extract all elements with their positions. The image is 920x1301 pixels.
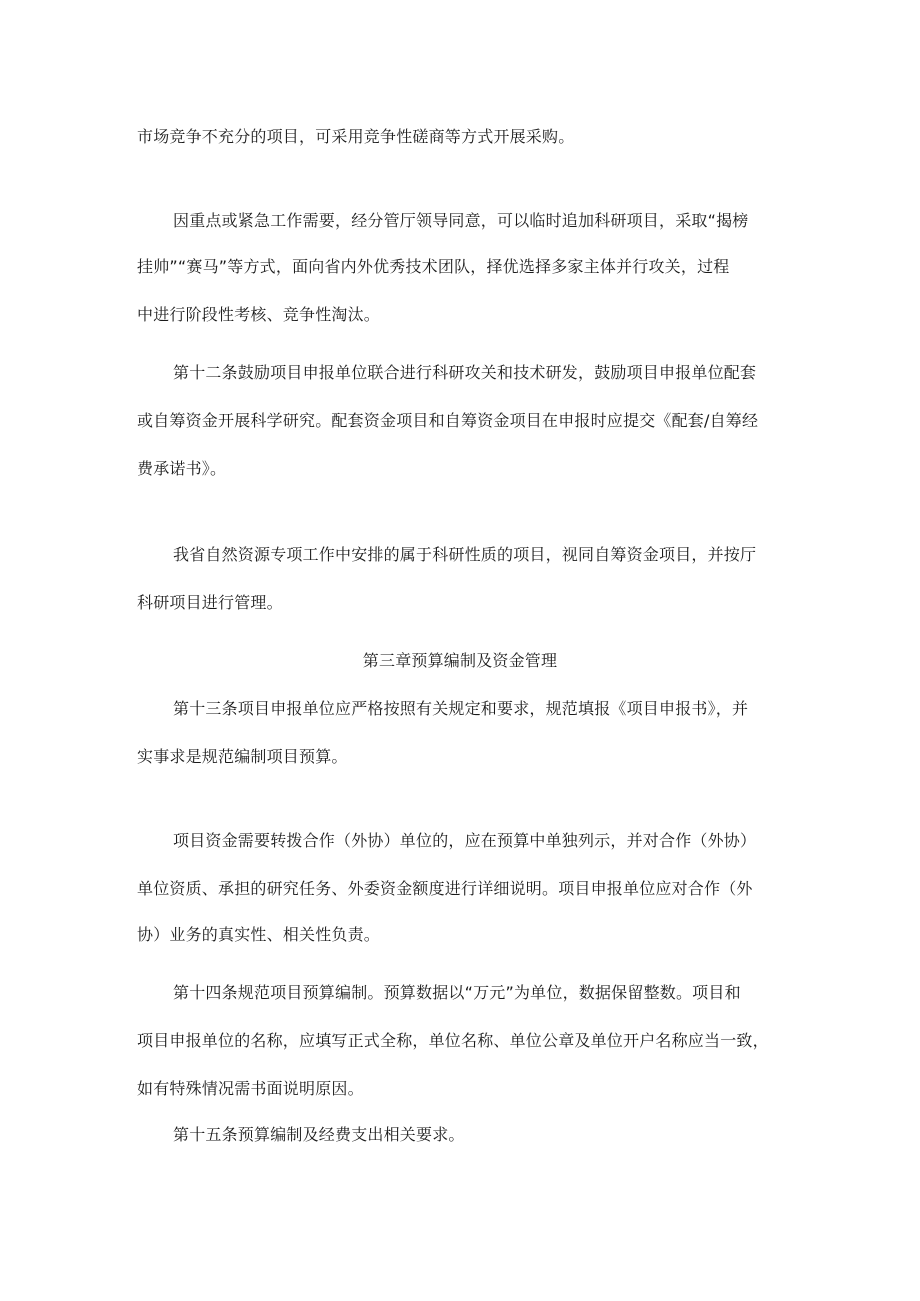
paragraph-line: 单位资质、承担的研究任务、外委资金额度进行详细说明。项目申报单位应对合作（外 bbox=[137, 879, 753, 898]
paragraph-line: 项目资金需要转拨合作（外协）单位的，应在预算中单独列示，并对合作（外协） bbox=[173, 831, 757, 850]
paragraph-line: 中进行阶段性考核、竞争性淘汰。 bbox=[137, 305, 381, 324]
paragraph-line: 实事求是规范编制项目预算。 bbox=[137, 747, 348, 766]
paragraph-line: 或自筹资金开展科学研究。配套资金项目和自筹资金项目在申报时应提交《配套/自筹经 bbox=[137, 411, 759, 430]
paragraph-line: 第十二条鼓励项目申报单位联合进行科研攻关和技术研发，鼓励项目申报单位配套 bbox=[173, 363, 757, 382]
paragraph-line: 项目申报单位的名称，应填写正式全称，单位名称、单位公章及单位开户名称应当一致， bbox=[137, 1031, 769, 1050]
paragraph-line: 我省自然资源专项工作中安排的属于科研性质的项目，视同自筹资金项目，并按厅 bbox=[173, 545, 757, 564]
paragraph-line: 费承诺书》。 bbox=[137, 459, 227, 478]
paragraph-line: 市场竞争不充分的项目，可采用竞争性磋商等方式开展采购。 bbox=[137, 127, 575, 146]
paragraph-line: 如有特殊情况需书面说明原因。 bbox=[137, 1079, 364, 1098]
paragraph-line: 因重点或紧急工作需要，经分管厅领导同意，可以临时追加科研项目，采取“揭榜 bbox=[173, 211, 749, 230]
paragraph-line: 挂帅”“赛马”等方式，面向省内外优秀技术团队，择优选择多家主体并行攻关，过程 bbox=[137, 257, 730, 276]
chapter-heading: 第三章预算编制及资金管理 bbox=[362, 651, 558, 670]
paragraph-line: 科研项目进行管理。 bbox=[137, 593, 283, 612]
paragraph-line: 第十三条项目申报单位应严格按照有关规定和要求，规范填报《项目申报书》，并 bbox=[173, 699, 749, 718]
paragraph-line: 第十五条预算编制及经费支出相关要求。 bbox=[173, 1125, 465, 1144]
paragraph-line: 协）业务的真实性、相关性负责。 bbox=[137, 925, 381, 944]
paragraph-line: 第十四条规范项目预算编制。预算数据以“万元”为单位，数据保留整数。项目和 bbox=[173, 983, 741, 1002]
